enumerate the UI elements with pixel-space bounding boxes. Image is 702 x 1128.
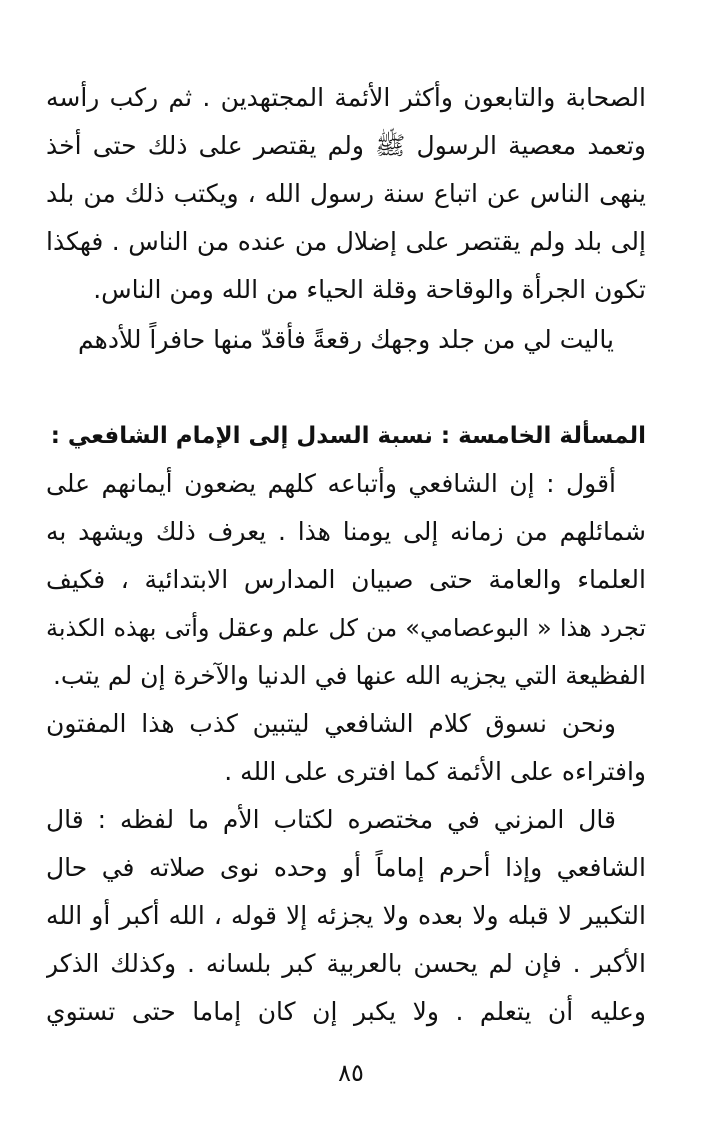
text-line: وتعمد معصية الرسول ﷺ ولم يقتصر على ذلك حتى أخذ (46, 131, 646, 160)
verse-first-hemistich: ياليت لي من جلد وجهك رقعةً (312, 325, 614, 354)
text-line: التكبير لا قبله ولا بعده ولا يجزئه إلا قوله ، الله أكبر أو الله (46, 901, 646, 930)
text-line: أقول : إن الشافعي وأتباعه كلهم يضعون أيمانهم على (46, 469, 616, 498)
text-line: الصحابة والتابعون وأكثر الأئمة المجتهدين . ثم ركب رأسه (46, 83, 646, 112)
verse-second-hemistich: فأقدّ منها حافراً للأدهم (78, 325, 306, 354)
text-line: الأكبر . فإن لم يحسن بالعربية كبر بلسانه . وكذلك الذكر (46, 949, 646, 978)
text-line: شمائلهم من زمانه إلى يومنا هذا . يعرف ذلك ويشهد به (46, 517, 646, 546)
text-line: الشافعي وإذا أحرم إماماً أو وحده نوى صلاته في حال (46, 853, 646, 882)
text-line: قال المزني في مختصره لكتاب الأم ما لفظه : قال (46, 805, 616, 834)
text-line: وعليه أن يتعلم . ولا يكبر إن كان إماما حتى تستوي (46, 997, 646, 1026)
text-line: الفظيعة التي يجزيه الله عنها في الدنيا والآخرة إن لم يتب. (52, 661, 646, 690)
text-line: تكون الجرأة والوقاحة وقلة الحياء من الله ومن الناس. (93, 275, 646, 304)
poetry-verse (78, 318, 614, 362)
text-line: ينهى الناس عن اتباع سنة رسول الله ، ويكتب ذلك من بلد (46, 179, 646, 208)
text-line: إلى بلد ولم يقتصر على إضلال من عنده من الناس . فهكذا (46, 227, 646, 256)
text-line: العلماء والعامة حتى صبيان المدارس الابتدائية ، فكيف (46, 565, 646, 594)
section-heading: المسألة الخامسة : نسبة السدل إلى الإمام الشافعي : (50, 423, 646, 449)
text-line: تجرد هذا « البوعصامي» من كل علم وعقل وأتى بهذه الكذبة (46, 614, 646, 642)
text-line: ونحن نسوق كلام الشافعي ليتبين كذب هذا المفتون (46, 709, 616, 738)
text-line: وافتراءه على الأئمة كما افترى على الله . (224, 757, 646, 786)
page-number: ٨٥ (338, 1059, 364, 1087)
